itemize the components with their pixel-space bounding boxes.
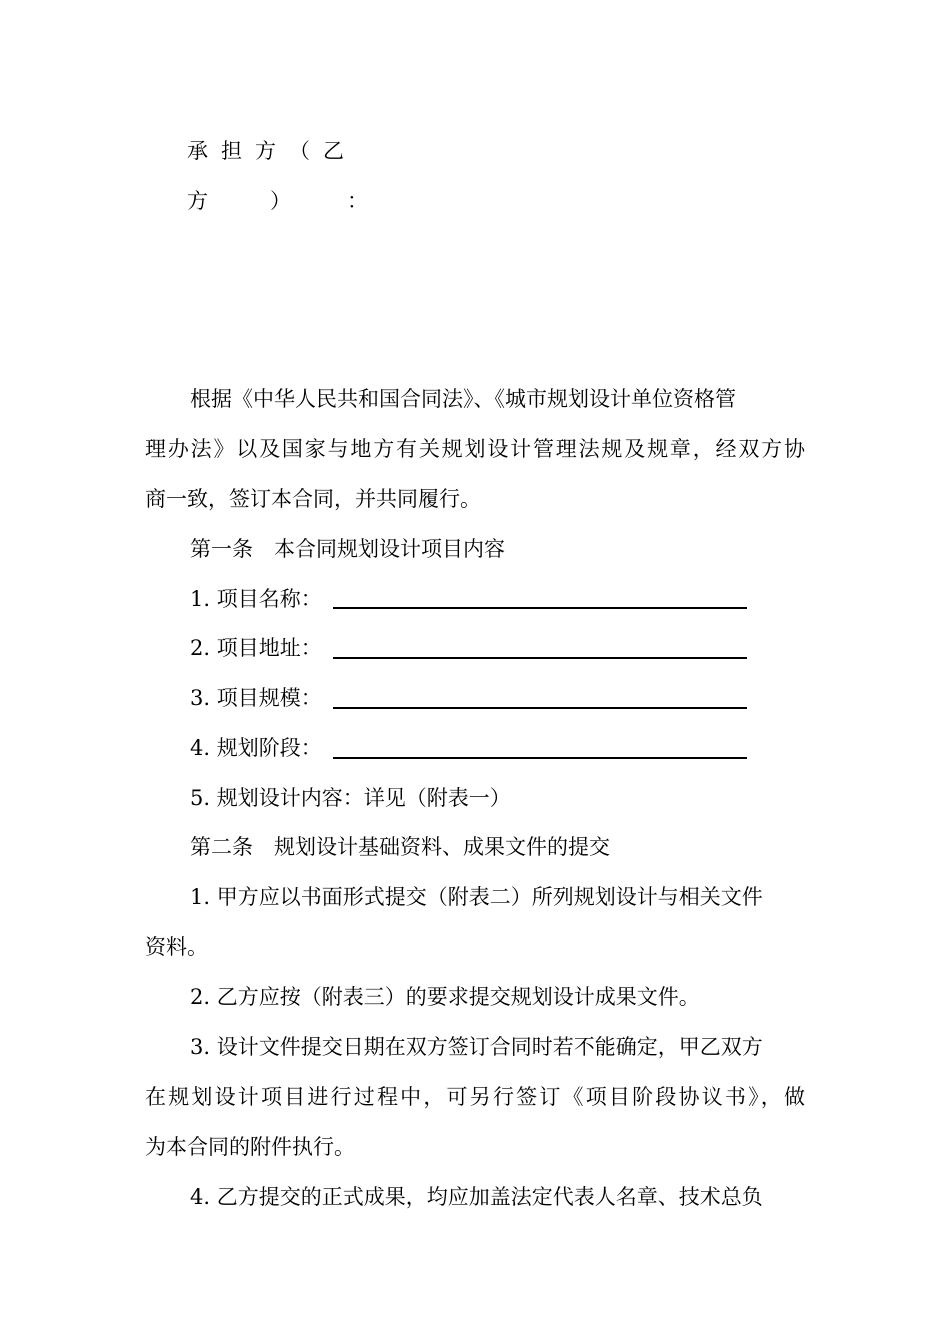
article2-heading: 第二条 规划设计基础资料、成果文件的提交 <box>190 835 610 859</box>
article2-p2: 2. 乙方应按（附表三）的要求提交规划设计成果文件。 <box>190 985 700 1009</box>
article2-p3-line2: 在规划设计项目进行过程中，可另行签订《项目阶段协议书》，做 <box>145 1085 805 1109</box>
preamble-line1: 根据《中华人民共和国合同法》、《城市规划设计单位资格管 <box>190 387 736 411</box>
preamble-line3: 商一致，签订本合同，并共同履行。 <box>145 487 481 511</box>
party-b-line2-colon: ： <box>347 189 368 213</box>
preamble-line2: 理办法》以及国家与地方有关规划设计管理法规及规章，经双方协 <box>145 437 805 461</box>
article1-heading: 第一条 本合同规划设计项目内容 <box>190 537 505 561</box>
party-b-label-line1: 承担方（乙 <box>187 139 357 163</box>
party-b-label-line2 <box>187 191 368 212</box>
party-b-line2-start: 方 <box>187 189 208 213</box>
article1-item5: 5. 规划设计内容：详见（附表一） <box>190 786 511 810</box>
planning-stage-blank-line <box>333 757 747 759</box>
article1-item-project-scale-label: 3. 项目规模： <box>190 686 322 710</box>
article1-item-project-name-label: 1. 项目名称： <box>190 587 322 611</box>
project-address-blank-line <box>333 657 747 659</box>
article2-p1-line1: 1. 甲方应以书面形式提交（附表二）所列规划设计与相关文件 <box>190 885 763 909</box>
project-name-blank-line <box>333 607 747 609</box>
article2-p4-line1: 4. 乙方提交的正式成果，均应加盖法定代表人名章、技术总负 <box>190 1185 763 1209</box>
article1-item-project-address-label: 2. 项目地址： <box>190 636 322 660</box>
article2-p1-line2: 资料。 <box>145 935 208 959</box>
party-b-line2-paren: ） <box>270 189 291 213</box>
article2-p3-line1: 3. 设计文件提交日期在双方签订合同时若不能确定，甲乙双方 <box>190 1035 763 1059</box>
article2-p3-line3: 为本合同的附件执行。 <box>145 1135 355 1159</box>
article1-item-planning-stage-label: 4. 规划阶段： <box>190 736 322 760</box>
project-scale-blank-line <box>333 707 747 709</box>
